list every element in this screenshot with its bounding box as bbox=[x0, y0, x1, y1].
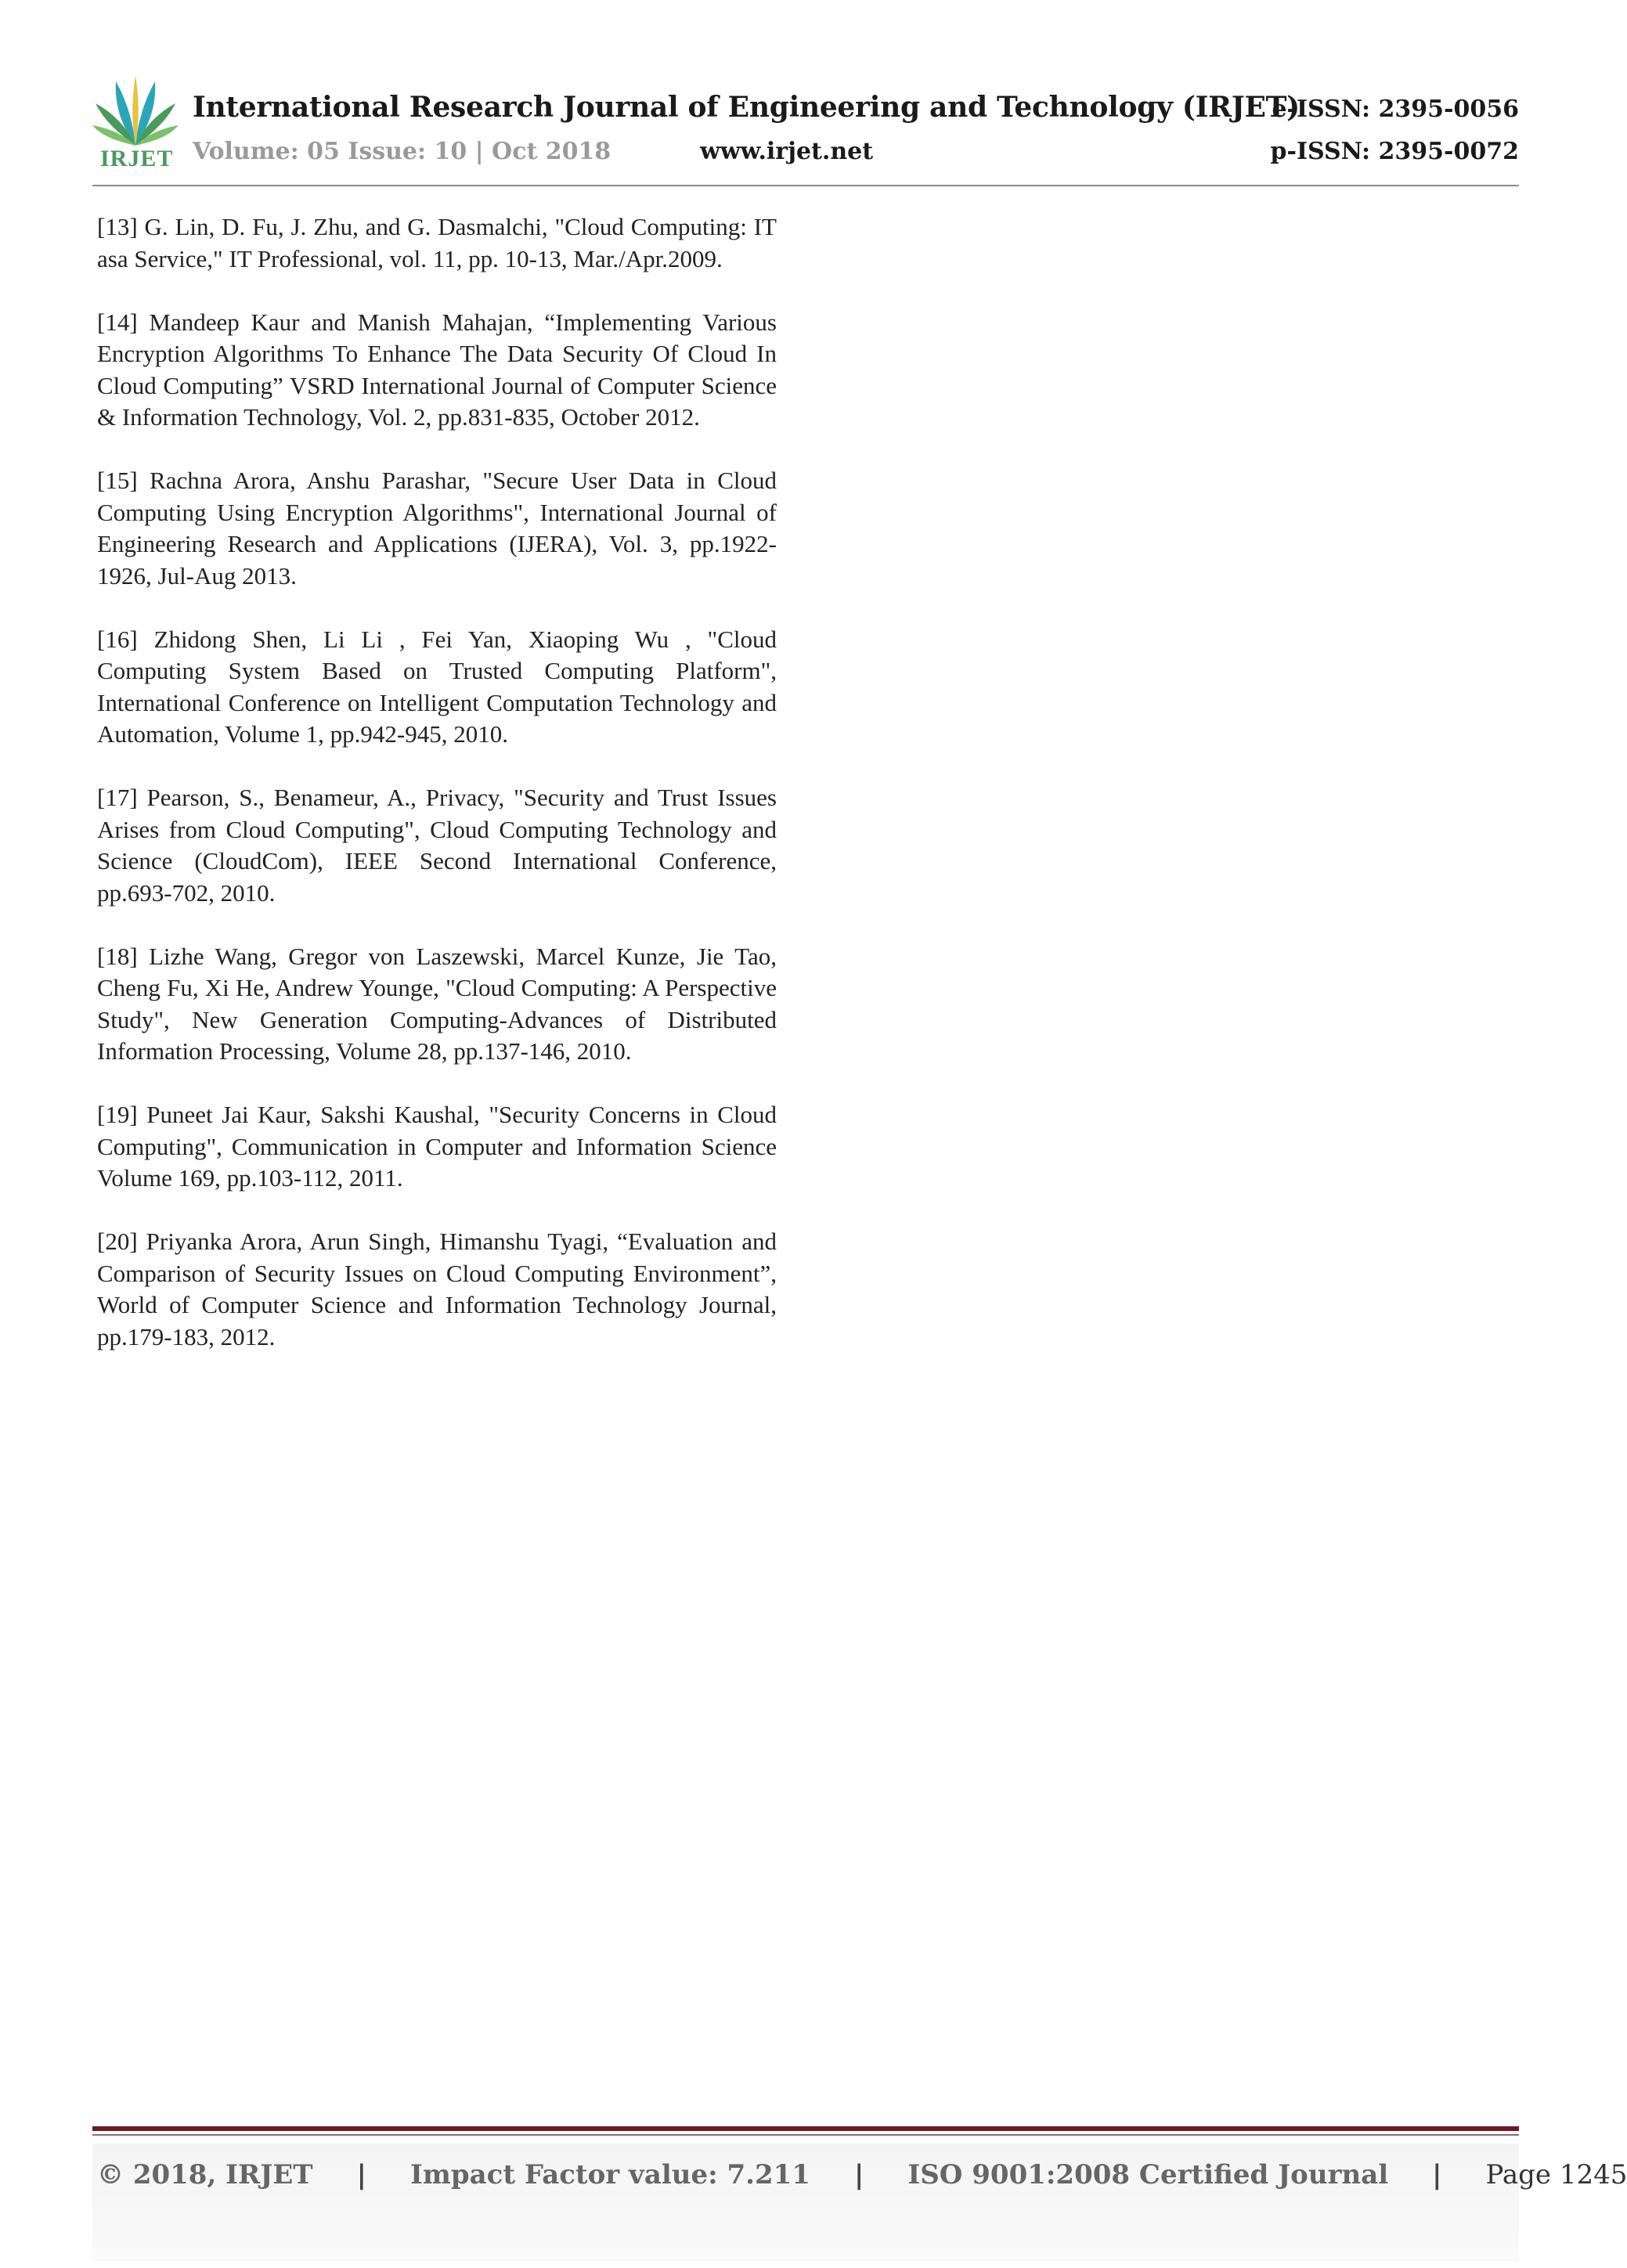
reference-16: [16] Zhidong Shen, Li Li , Fei Yan, Xiaoping Wu , "Cloud Computing System Based on Trusted Computing Platform", International Conference on Intelligent Computation Technology and Automation, Volume 1, pp.942-945, 2010. bbox=[97, 625, 777, 748]
footer-separator: | bbox=[356, 2159, 366, 2190]
reference-20: [20] Priyanka Arora, Arun Singh, Himanshu Tyagi, “Evaluation and Comparison of Security Issues on Cloud Computing Environment”, World of Computer Science and Information Technology Journal, pp.179-183, 2012. bbox=[97, 1228, 777, 1350]
volume-info: Volume: 05 Issue: 10 | Oct 2018 bbox=[193, 138, 611, 165]
footer-impact-factor: Impact Factor value: 7.211 bbox=[409, 2159, 810, 2190]
reference-14: [14] Mandeep Kaur and Manish Mahajan, “Implementing Various Encryption Algorithms To Enhance The Data Security Of Cloud In Cloud Computing” VSRD International Journal of Computer Science & Information Technology, Vol. 2, pp.831-835, October 2012. bbox=[97, 308, 777, 431]
journal-website: www.irjet.net bbox=[700, 138, 874, 165]
reference-13: [13] G. Lin, D. Fu, J. Zhu, and G. Dasmalchi, "Cloud Computing: IT asa Service," IT Professional, vol. 11, pp. 10-13, Mar./Apr.2009. bbox=[97, 213, 777, 272]
footer-separator: | bbox=[1432, 2159, 1442, 2190]
reference-19: [19] Puneet Jai Kaur, Sakshi Kaushal, "Security Concerns in Cloud Computing", Communication in Computer and Information Science Volume 169, pp.103-112, 2011. bbox=[97, 1101, 777, 1192]
footer-line bbox=[97, 2159, 1627, 2190]
e-issn: e-ISSN: 2395-0056 bbox=[1272, 96, 1519, 123]
reference-17: [17] Pearson, S., Benameur, A., Privacy, "Security and Trust Issues Arises from Cloud Computing", Cloud Computing Technology and Science (CloudCom), IEEE Second International Conference, pp.693-702, 2010. bbox=[97, 784, 777, 907]
header-divider bbox=[92, 185, 1519, 186]
reference-18: [18] Lizhe Wang, Gregor von Laszewski, Marcel Kunze, Jie Tao, Cheng Fu, Xi He, Andrew Younge, "Cloud Computing: A Perspective Study", New Generation Computing-Advances of Distributed Information Processing, Volume 28, pp.137-146, 2010. bbox=[97, 942, 777, 1065]
irjet-logo bbox=[92, 74, 179, 171]
logo-text: IRJET bbox=[100, 146, 174, 171]
journal-title: International Research Journal of Engineering and Technology (IRJET) bbox=[193, 91, 1300, 124]
leaf-fan-icon bbox=[92, 74, 179, 149]
page-header bbox=[92, 69, 1519, 183]
footer-separator: | bbox=[853, 2159, 864, 2190]
reference-list bbox=[97, 211, 777, 1385]
footer-divider-thin bbox=[92, 2134, 1519, 2136]
footer-iso: ISO 9001:2008 Certified Journal bbox=[907, 2159, 1389, 2190]
p-issn: p-ISSN: 2395-0072 bbox=[1270, 138, 1519, 165]
page-footer bbox=[92, 2144, 1627, 2261]
footer-divider-thick bbox=[92, 2126, 1519, 2131]
footer-copyright: © 2018, IRJET bbox=[97, 2159, 313, 2190]
footer-page-number: Page 1245 bbox=[1485, 2159, 1627, 2190]
reference-15: [15] Rachna Arora, Anshu Parashar, "Secure User Data in Cloud Computing Using Encryption Algorithms", International Journal of Engineering Research and Applications (IJERA), Vol. 3, pp.1922-1926, Jul-Aug 2013. bbox=[97, 467, 777, 590]
